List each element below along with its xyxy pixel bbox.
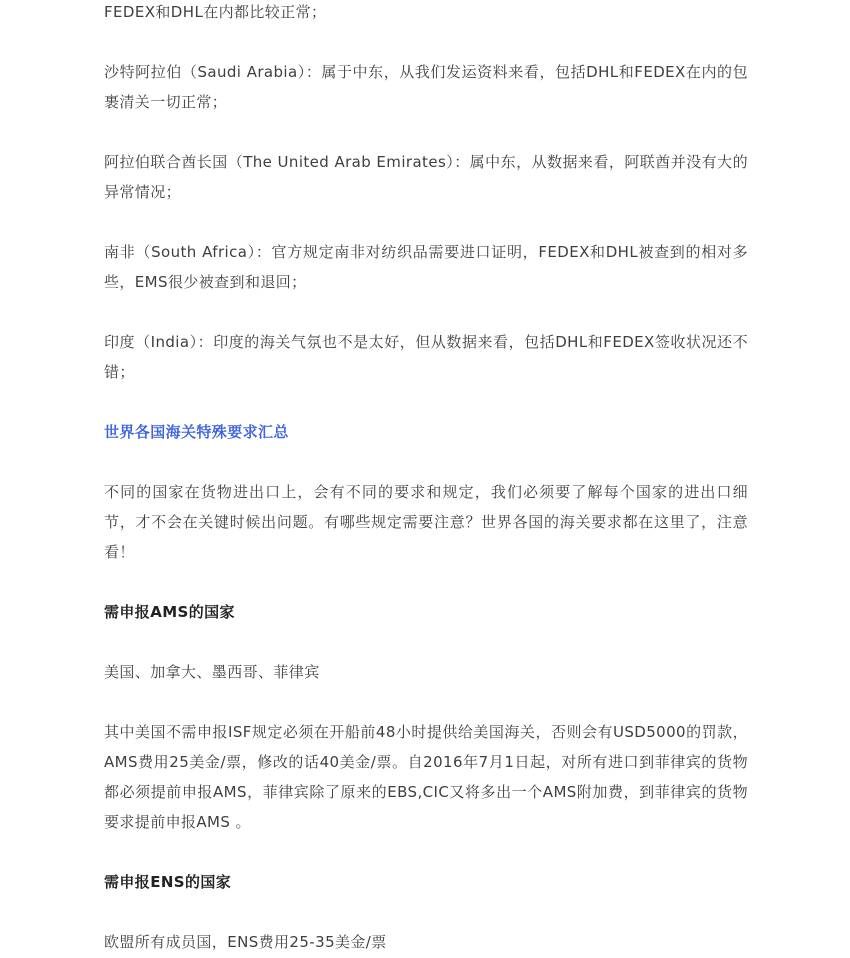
paragraph-ens-details: 欧盟所有成员国，ENS费用25-35美金/票 bbox=[104, 933, 387, 951]
paragraph-fedex-dhl-normal: FEDEX和DHL在内都比较正常； bbox=[104, 3, 327, 21]
subheading-ens-countries: 需申报ENS的国家 bbox=[104, 873, 232, 891]
paragraph-saudi-arabia: 沙特阿拉伯（Saudi Arabia）：属于中东，从我们发运资料来看，包括DHL和FEDEX在内的包裹清关一切正常； bbox=[104, 63, 748, 111]
paragraph-india: 印度（India）：印度的海关气氛也不是太好，但从数据来看，包括DHL和FEDEX签收状况还不错； bbox=[104, 333, 748, 381]
subheading-ams-countries: 需申报AMS的国家 bbox=[104, 603, 235, 621]
paragraph-ams-country-list: 美国、加拿大、墨西哥、菲律宾 bbox=[104, 663, 320, 681]
article-body bbox=[104, 0, 748, 957]
paragraph-customs-intro: 不同的国家在货物进出口上，会有不同的要求和规定，我们必须要了解每个国家的进出口细节，才不会在关键时候出问题。有哪些规定需要注意？世界各国的海关要求都在这里了，注意看！ bbox=[104, 483, 748, 561]
paragraph-ams-details: 其中美国不需申报ISF规定必须在开船前48小时提供给美国海关，否则会有USD5000的罚款，AMS费用25美金/票，修改的话40美金/票。自2016年7月1日起，对所有进口到菲律宾的货物都必须提前申报AMS，菲律宾除了原来的EBS,CIC又将多出一个AMS附加费，到菲律宾的货物要求提前申报AMS 。 bbox=[104, 723, 748, 831]
section-heading-customs-requirements: 世界各国海关特殊要求汇总 bbox=[104, 423, 289, 441]
paragraph-south-africa: 南非（South Africa）：官方规定南非对纺织品需要进口证明，FEDEX和DHL被查到的相对多些，EMS很少被查到和退回； bbox=[104, 243, 748, 291]
paragraph-uae: 阿拉伯联合酋长国（The United Arab Emirates）：属中东，从数据来看，阿联酋并没有大的异常情况； bbox=[104, 153, 748, 201]
